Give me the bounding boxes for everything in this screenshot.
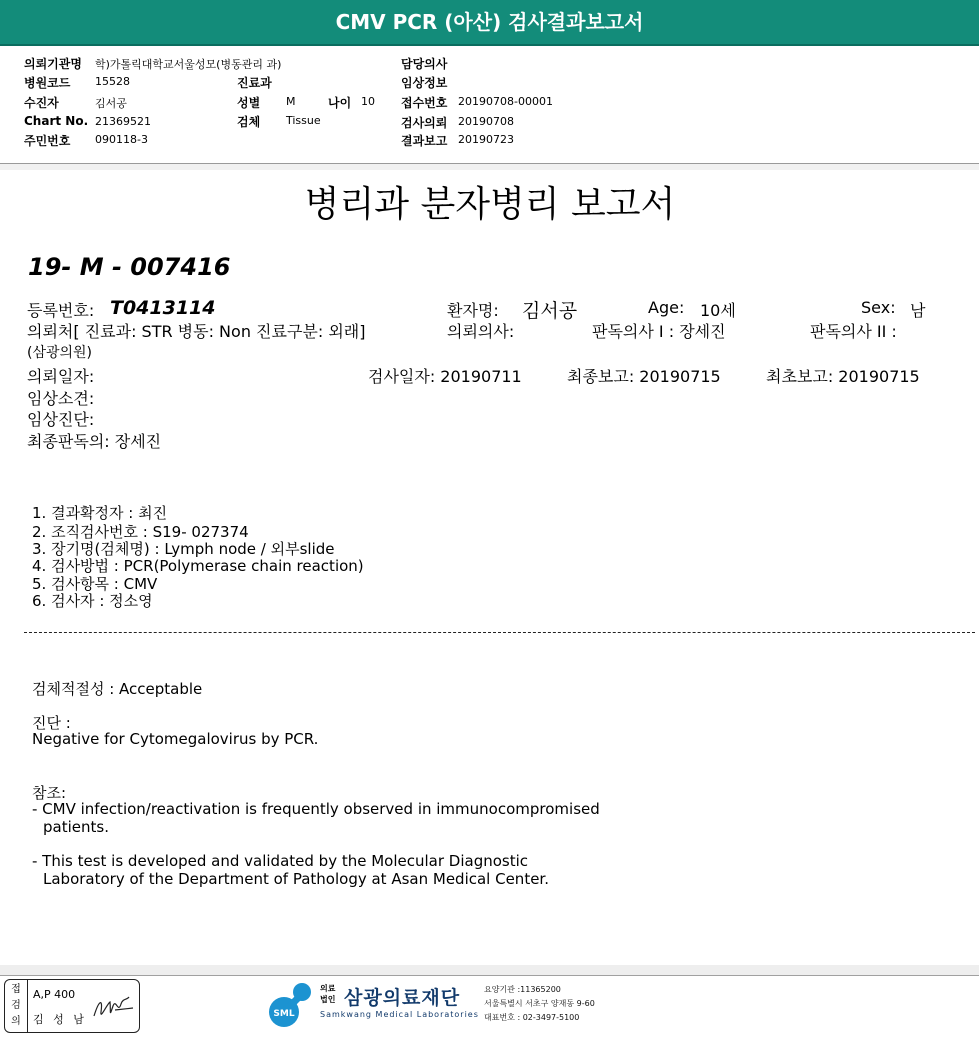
org-address: 서울특별시 서초구 양재동 9-60 bbox=[484, 999, 595, 1008]
age-value: 10 bbox=[361, 95, 375, 108]
list-item: 6. 검사자 : 정소영 bbox=[32, 592, 153, 610]
pathology-number: 19- M - 007416 bbox=[28, 253, 231, 281]
sex-value-body: 남 bbox=[910, 301, 926, 320]
reader-1: 판독의사 I : 장세진 bbox=[592, 322, 726, 341]
dashed-separator bbox=[24, 632, 975, 633]
list-item: 1. 결과확정자 : 최진 bbox=[32, 504, 168, 522]
clinical-info-label: 임상정보 bbox=[401, 76, 448, 90]
specimen-adequacy: 검체적절성 : Acceptable bbox=[32, 680, 203, 698]
clinical-diagnosis: 임상진단: bbox=[27, 410, 95, 429]
reg-label: 등록번호: bbox=[27, 301, 95, 320]
request-label: 검사의뢰 bbox=[401, 116, 448, 130]
final-report-date: 최종보고: 20190715 bbox=[567, 367, 721, 386]
footer-shade bbox=[0, 965, 979, 975]
age-label: 나이 bbox=[328, 96, 352, 110]
footer-divider bbox=[0, 975, 979, 976]
list-item: 4. 검사방법 : PCR(Polymerase chain reaction) bbox=[32, 557, 364, 575]
doctor-label: 담당의사 bbox=[401, 57, 448, 71]
clinic-name: (삼광의원) bbox=[27, 345, 93, 361]
ssn-label: 주민번호 bbox=[24, 134, 71, 148]
stamp-side-char: 접 bbox=[11, 984, 21, 995]
list-item: 3. 장기명(검체명) : Lymph node / 외부slide bbox=[32, 540, 335, 558]
code-label: 병원코드 bbox=[24, 76, 71, 90]
org-phone: 대표번호 : 02-3497-5100 bbox=[484, 1013, 580, 1022]
org-type bbox=[320, 983, 335, 1005]
dept-label: 진료과 bbox=[237, 76, 272, 90]
specimen-label: 검체 bbox=[237, 115, 261, 129]
reference-2-line-2: Laboratory of the Department of Pathology at Asan Medical Center. bbox=[43, 870, 549, 888]
code-value: 15528 bbox=[95, 75, 130, 88]
org-english-name: Samkwang Medical Laboratories bbox=[320, 1010, 479, 1019]
stamp-code: A,P 400 bbox=[33, 988, 76, 1001]
chart-label: Chart No. bbox=[24, 114, 89, 128]
org-type-line: 법인 bbox=[320, 995, 336, 1004]
patient-name-label: 환자명: bbox=[447, 301, 499, 320]
hospital-value: 학)가톨릭대학교서울성모(병동관리 과) bbox=[95, 58, 282, 71]
ssn-value: 090118-3 bbox=[95, 133, 148, 146]
title-banner bbox=[0, 0, 979, 46]
reference-2-line-1: - This test is developed and validated by the Molecular Diagnostic bbox=[32, 852, 529, 870]
list-item: 2. 조직검사번호 : S19- 027374 bbox=[32, 523, 249, 541]
clinical-findings: 임상소견: bbox=[27, 389, 95, 408]
diagnosis-label: 진단 : bbox=[32, 714, 71, 732]
age-value-body: 10세 bbox=[700, 301, 736, 320]
reference-1-line-2: patients. bbox=[43, 818, 109, 836]
approval-stamp bbox=[4, 979, 140, 1033]
sex-label: 성별 bbox=[237, 96, 261, 110]
org-code: 요양기관 :11365200 bbox=[484, 985, 561, 994]
list-item: 5. 검사항목 : CMV bbox=[32, 575, 158, 593]
stamp-side-labels bbox=[5, 980, 28, 1032]
exam-date: 검사일자: 20190711 bbox=[368, 367, 522, 386]
diagnosis-value: Negative for Cytomegalovirus by PCR. bbox=[32, 730, 319, 748]
patient-label: 수진자 bbox=[24, 96, 59, 110]
final-reader: 최종판독의: 장세진 bbox=[27, 432, 162, 451]
sex-value: M bbox=[286, 95, 296, 108]
receipt-label: 접수번호 bbox=[401, 96, 448, 110]
result-report-value: 20190723 bbox=[458, 133, 514, 146]
request-date: 의뢰일자: bbox=[27, 367, 95, 386]
org-name: 삼광의료재단 bbox=[344, 987, 461, 1009]
reference-label: 참조: bbox=[32, 784, 67, 802]
org-type-line: 의료 bbox=[320, 984, 336, 993]
result-report-label: 결과보고 bbox=[401, 134, 448, 148]
specimen-value: Tissue bbox=[286, 114, 321, 127]
stamp-side-char: 검 bbox=[11, 1000, 21, 1011]
stamp-name: 김 성 남 bbox=[33, 1013, 87, 1026]
signature-icon bbox=[91, 994, 135, 1024]
hospital-label: 의뢰기관명 bbox=[24, 57, 82, 71]
pathology-report-title: 병리과 분자병리 보고서 bbox=[304, 184, 676, 225]
header-shade bbox=[0, 164, 979, 170]
sml-logo-icon bbox=[268, 980, 316, 1030]
receipt-value: 20190708-00001 bbox=[458, 95, 553, 108]
stamp-side-char: 의 bbox=[11, 1016, 21, 1027]
request-dept-line: 의뢰처[ 진료과: STR 병동: Non 진료구분: 외래] bbox=[27, 322, 366, 341]
age-label-body: Age: bbox=[648, 298, 685, 317]
patient-name-value: 김서공 bbox=[522, 300, 578, 322]
request-doctor: 의뢰의사: bbox=[447, 322, 515, 341]
logo-text: SML bbox=[273, 1009, 295, 1019]
reader-2: 판독의사 II : bbox=[810, 322, 897, 341]
reg-value: T0413114 bbox=[110, 297, 216, 319]
sex-label-body: Sex: bbox=[861, 298, 896, 317]
reference-1-line-1: - CMV infection/reactivation is frequently observed in immunocompromised bbox=[32, 800, 600, 818]
chart-value: 21369521 bbox=[95, 115, 151, 128]
report-title: CMV PCR (아산) 검사결과보고서 bbox=[335, 10, 644, 34]
request-value: 20190708 bbox=[458, 115, 514, 128]
patient-value: 김서공 bbox=[95, 97, 127, 110]
first-report-date: 최초보고: 20190715 bbox=[766, 367, 920, 386]
